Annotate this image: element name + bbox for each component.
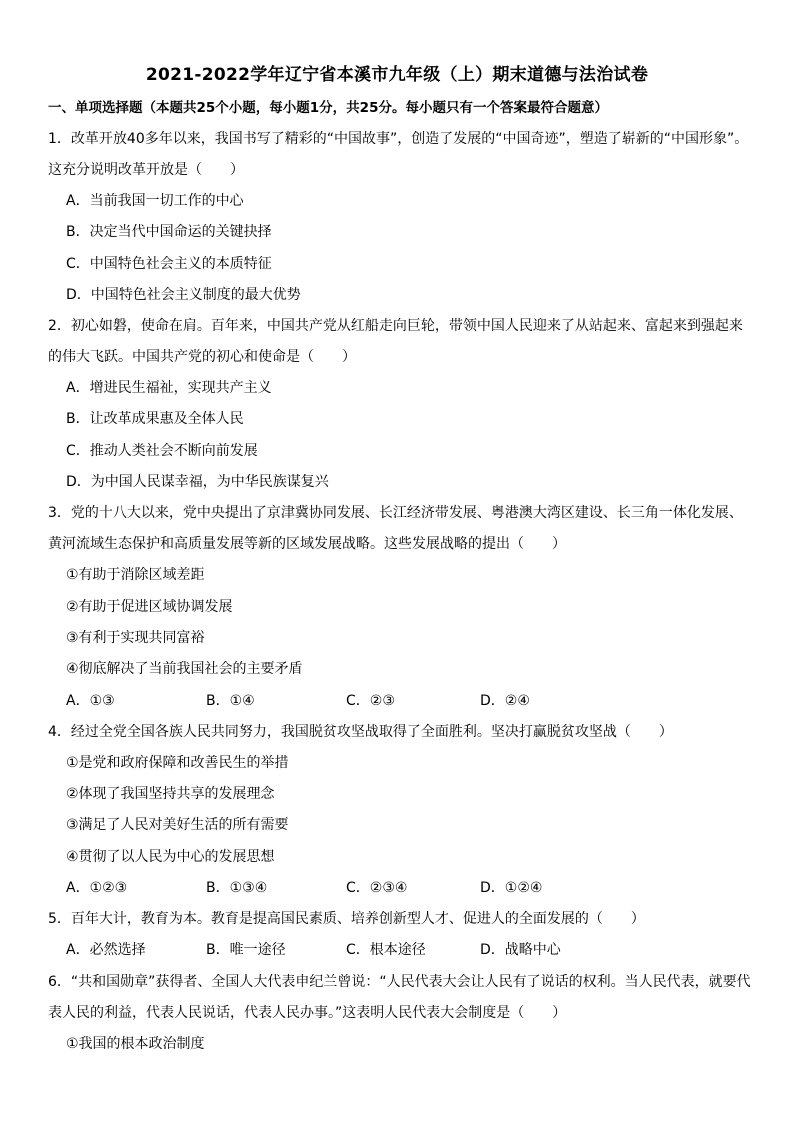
choice-a: A．必然选择 <box>66 942 146 959</box>
option-c: C．中国特色社会主义的本质特征 <box>66 255 272 272</box>
choice-c: C．②③ <box>346 692 395 709</box>
statement-item: ②体现了我国坚持共享的发展理念 <box>66 786 275 803</box>
choice-b: B．①③④ <box>206 880 268 897</box>
option-b: B．决定当代中国命运的关键抉择 <box>66 224 272 241</box>
question-2 <box>48 311 754 498</box>
statement-item: ④彻底解决了当前我国社会的主要矛盾 <box>66 661 303 678</box>
option-d: D．中国特色社会主义制度的最大优势 <box>66 286 301 303</box>
question-stem: 2．初心如磐，使命在肩。百年来，中国共产党从红船走向巨轮，带领中国人民迎来了从站起来、富起来到强起来的伟大飞跃。中国共产党的初心和使命是（ ） <box>48 318 743 366</box>
statement-item: ①我国的根本政治制度 <box>66 1035 205 1052</box>
statement-item: ②有助于促进区域协调发展 <box>66 598 233 615</box>
choice-a: A．①②③ <box>66 880 128 897</box>
statement-item: ①是党和政府保障和改善民生的举措 <box>66 754 289 771</box>
choice-d: D．战略中心 <box>480 942 561 959</box>
choice-b: B．唯一途径 <box>206 942 286 959</box>
option-a: A．当前我国一切工作的中心 <box>66 193 244 209</box>
question-4 <box>48 717 754 904</box>
question-stem: 5．百年大计，教育为本。教育是提高国民素质、培养创新型人才、促进人的全面发展的（ ） <box>48 911 645 928</box>
question-3 <box>48 498 754 716</box>
statement-item: ③满足了人民对美好生活的所有需要 <box>66 817 289 834</box>
choice-d: D．①②④ <box>480 880 543 897</box>
question-stem: 3．党的十八大以来，党中央提出了京津冀协同发展、长江经济带发展、粤港澳大湾区建设、长三角一体化发展、黄河流域生态保护和高质量发展等新的区域发展战略。这些发展战略的提出（ ） <box>48 505 743 553</box>
statement-item: ④贯彻了以人民为中心的发展思想 <box>66 848 275 865</box>
choice-row <box>48 873 754 904</box>
choice-row <box>48 686 754 717</box>
choice-b: B．①④ <box>206 692 255 709</box>
question-list <box>48 124 754 1060</box>
statement-item: ①有助于消除区域差距 <box>66 567 205 584</box>
statement-item: ③有利于实现共同富裕 <box>66 629 205 646</box>
option-b: B．让改革成果惠及全体人民 <box>66 411 244 428</box>
option-c: C．推动人类社会不断向前发展 <box>66 442 258 459</box>
choice-c: C．根本途径 <box>346 942 426 959</box>
question-stem: 6．“共和国勋章”获得者、全国人大代表申纪兰曾说：“人民代表大会让人民有了说话的权利。当人民代表，就要代表人民的利益，代表人民说话，代表人民办事。”这表明人民代表大会制度是（ ） <box>48 973 751 1021</box>
choice-row <box>48 935 754 966</box>
option-a: A．增进民生福祉，实现共产主义 <box>66 380 272 397</box>
question-stem: 1．改革开放40多年以来，我国书写了精彩的“中国故事”，创造了发展的“中国奇迹”，塑造了崭新的“中国形象”。这充分说明改革开放是（ ） <box>48 131 749 178</box>
choice-c: C．②③④ <box>346 880 408 897</box>
option-d: D．为中国人民谋幸福，为中华民族谋复兴 <box>66 474 329 491</box>
question-1 <box>48 124 754 311</box>
question-6 <box>48 967 754 1060</box>
page-title: 2021-2022学年辽宁省本溪市九年级（上）期末道德与法治试卷 <box>145 65 649 85</box>
question-stem: 4．经过全党全国各族人民共同努力，我国脱贫攻坚战取得了全面胜利。坚决打赢脱贫攻坚战（ ） <box>48 723 673 740</box>
question-5 <box>48 904 754 966</box>
choice-a: A．①③ <box>66 692 115 709</box>
choice-d: D．②④ <box>480 692 530 709</box>
section-heading: 一、单项选择题（本题共25个小题，每小题1分，共25分。每小题只有一个答案最符合题意） <box>48 100 608 116</box>
